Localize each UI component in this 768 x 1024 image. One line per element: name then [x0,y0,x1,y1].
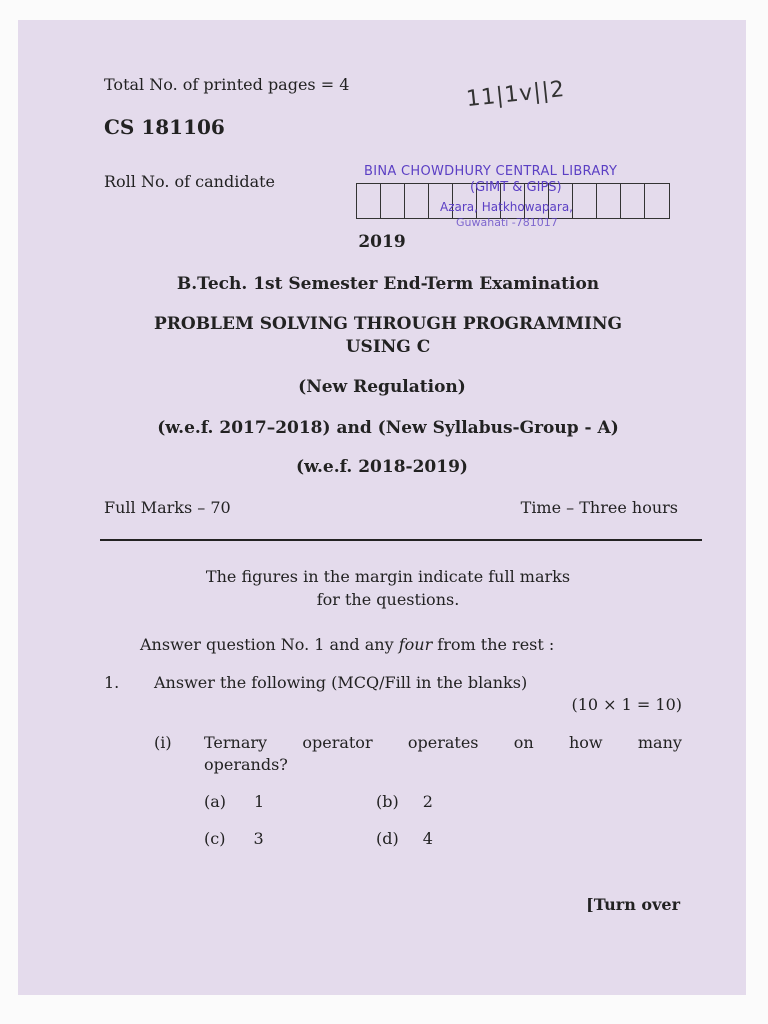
stamp-library-name: BINA CHOWDHURY CENTRAL LIBRARY [364,164,618,179]
roll-digit-box[interactable] [357,184,381,218]
option-value: 2 [422,792,433,811]
roll-digit-box[interactable] [621,184,645,218]
question-word: many [637,733,682,752]
option-d [376,829,433,848]
question-1-text: Answer the following (MCQ/Fill in the blanks) [154,673,528,692]
subject-title-line1: PROBLEM SOLVING THROUGH PROGRAMMING [153,314,623,334]
margin-note-line2: for the questions. [316,590,460,609]
roll-digit-box[interactable] [597,184,621,218]
answer-instruction-pre: Answer question No. 1 and any [140,635,399,654]
divider-rule [100,539,702,541]
roll-digit-box[interactable] [405,184,429,218]
roll-number-label: Roll No. of candidate [104,172,276,191]
turn-over-note: [Turn over [586,895,680,914]
exam-time: Time – Three hours [520,498,678,517]
question-word: Ternary [204,733,268,752]
course-code: CS 181106 [104,115,225,139]
printed-pages-count: Total No. of printed pages = 4 [104,75,350,94]
exam-year: 2019 [358,232,406,252]
roll-digit-box[interactable] [573,184,597,218]
question-word: operator [302,733,373,752]
option-key: (c) [204,829,226,848]
option-value: 3 [253,829,264,848]
effective-from-line2: (w.e.f. 2018-2019) [296,457,468,477]
margin-note-line1: The figures in the margin indicate full marks [205,567,571,586]
full-marks: Full Marks – 70 [104,498,231,517]
roll-digit-box[interactable] [645,184,669,218]
exam-name: B.Tech. 1st Semester End-Term Examination [176,274,600,294]
option-value: 4 [422,829,433,848]
exam-paper-page [18,20,746,995]
question-1-marks: (10 × 1 = 10) [571,695,682,714]
question-word: on [513,733,534,752]
roll-digit-box[interactable] [381,184,405,218]
option-c [204,829,264,848]
question-word: operates [407,733,479,752]
question-1-number: 1. [104,673,120,692]
option-key: (b) [376,792,399,811]
handwritten-note: 11|1v||2 [464,76,567,113]
stamp-address: Azara, Hatkhowapara, [440,200,573,214]
subject-title-line2: USING C [345,337,431,357]
option-key: (a) [204,792,227,811]
option-key: (d) [376,829,399,848]
sub-question-i-number: (i) [154,733,172,752]
answer-instruction-emphasis: four [398,635,433,654]
sub-question-i-line1 [204,733,682,752]
stamp-institute: (GIMT & GIPS) [470,180,562,195]
option-b [376,792,433,811]
option-a [204,792,264,811]
answer-instruction-post: from the rest : [432,635,555,654]
option-value: 1 [254,792,265,811]
stamp-city: Guwahati -781017 [456,216,558,229]
answer-instruction [140,635,554,654]
effective-from-line1: (w.e.f. 2017–2018) and (New Syllabus-Group - A) [157,418,619,438]
question-word: how [568,733,603,752]
regulation: (New Regulation) [298,377,466,397]
sub-question-i-line2: operands? [204,755,288,774]
